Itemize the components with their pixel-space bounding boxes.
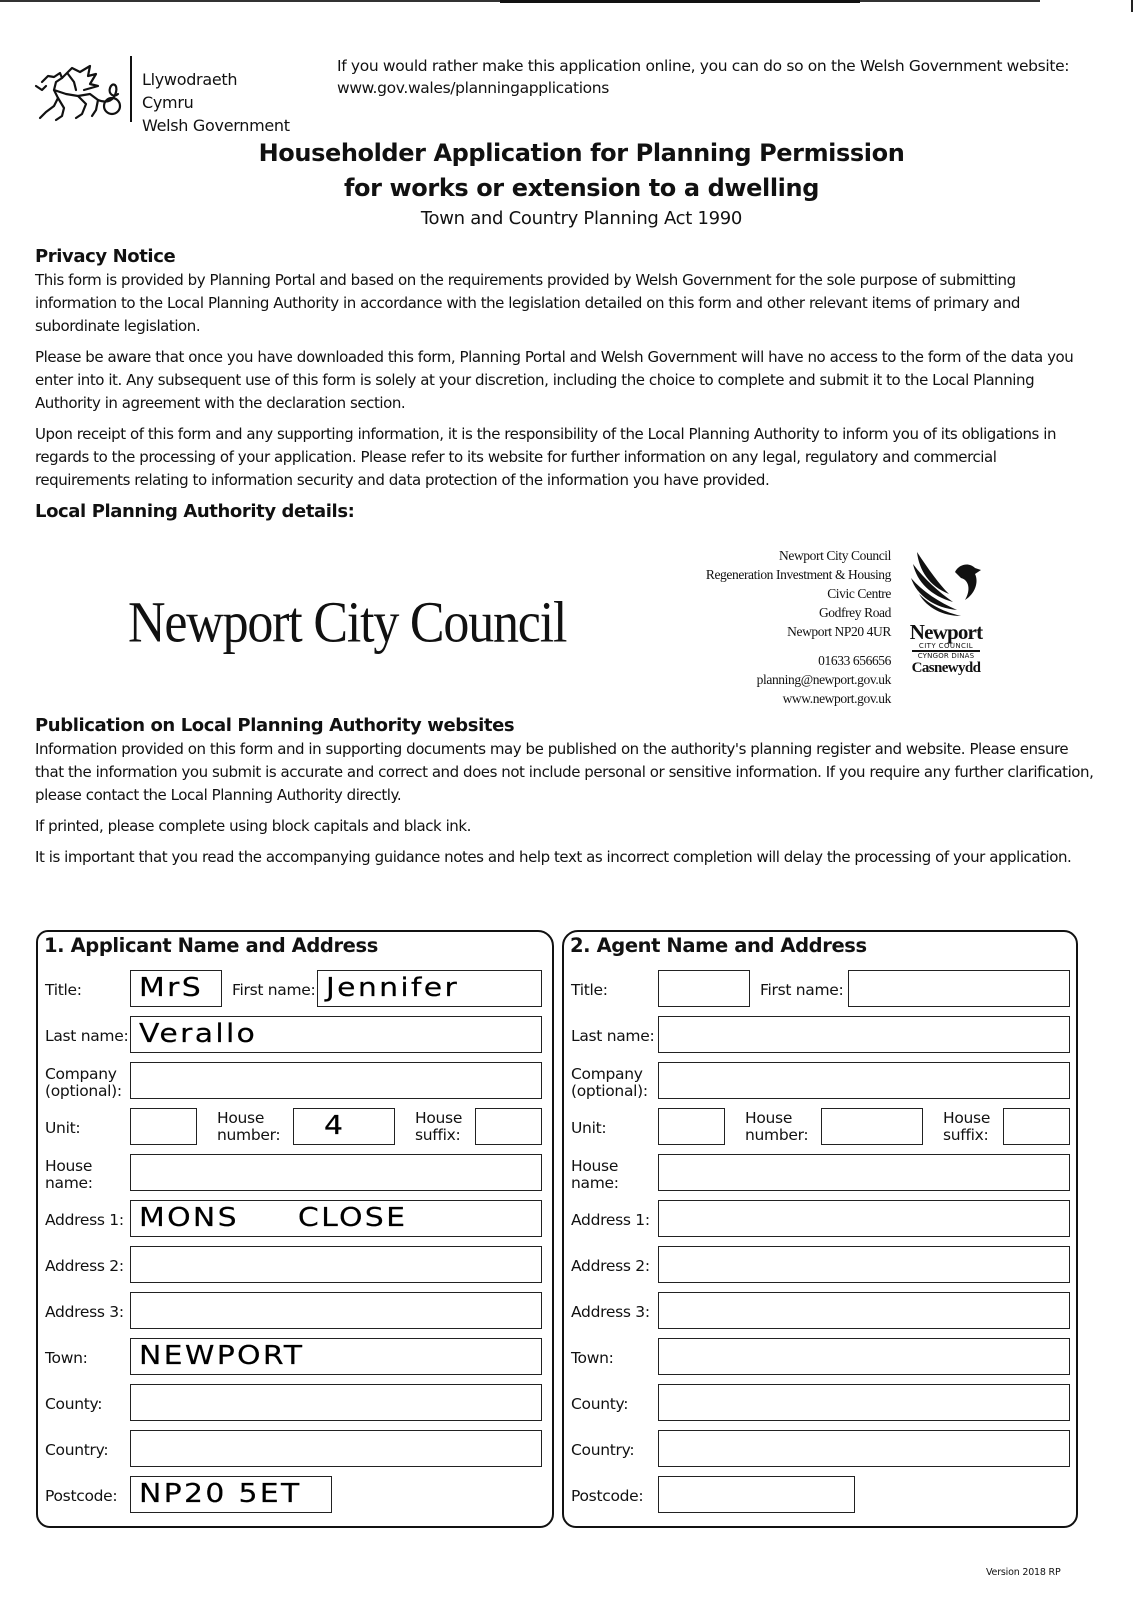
address3-label: Address 3: (571, 1303, 650, 1321)
postcode-label: Postcode: (571, 1487, 644, 1505)
agent-first-name-field[interactable] (848, 970, 1070, 1007)
agent-country-row (571, 1430, 1070, 1468)
applicant-country-field[interactable] (130, 1430, 542, 1467)
privacy-notice (35, 245, 1095, 524)
agent-postcode-row (571, 1476, 1070, 1514)
applicant-last-name-row (45, 1016, 546, 1054)
agent-county-field[interactable] (658, 1384, 1070, 1421)
lpa-name-large: Newport City Council (128, 591, 567, 655)
agent-address3-field[interactable] (658, 1292, 1070, 1329)
logo-welsh-name: Llywodraeth Cymru (142, 70, 238, 112)
unit-label: Unit: (45, 1119, 81, 1137)
applicant-title-value: MrS (139, 973, 203, 1003)
online-note-text: If you would rather make this application online, you can do so on the Welsh Government website: (337, 57, 1070, 75)
last-name-label: Last name: (45, 1027, 129, 1045)
applicant-title-field[interactable] (130, 970, 222, 1007)
logo-text (142, 68, 292, 137)
unit-label: Unit: (571, 1119, 607, 1137)
online-application-link[interactable]: www.gov.wales/planningapplications (337, 79, 610, 97)
house-name-label: House name: (571, 1157, 619, 1192)
agent-postcode-field[interactable] (658, 1476, 855, 1513)
publication-paragraph: It is important that you read the accompanying guidance notes and help text as incorrect completion will delay the processing of your application. (35, 848, 1072, 866)
county-label: County: (45, 1395, 103, 1413)
applicant-title-row (45, 970, 546, 1008)
welsh-dragon-icon (32, 60, 124, 124)
country-label: Country: (45, 1441, 109, 1459)
lpa-email[interactable]: planning@newport.gov.uk (756, 672, 891, 687)
agent-address1-field[interactable] (658, 1200, 1070, 1237)
applicant-house-name-row (45, 1154, 546, 1192)
agent-county-row (571, 1384, 1070, 1422)
applicant-address3-field[interactable] (130, 1292, 542, 1329)
lpa-address-line: Regeneration Investment & Housing (705, 567, 891, 582)
postcode-label: Postcode: (45, 1487, 118, 1505)
lpa-address-line: Newport City Council (779, 548, 891, 563)
lpa-address-line: Civic Centre (827, 586, 891, 601)
country-label: Country: (571, 1441, 635, 1459)
agent-house-number-field[interactable] (821, 1108, 923, 1145)
applicant-house-name-field[interactable] (130, 1154, 542, 1191)
applicant-house-suffix-field[interactable] (475, 1108, 542, 1145)
publication-heading: Publication on Local Planning Authority websites (35, 715, 515, 736)
applicant-county-field[interactable] (130, 1384, 542, 1421)
applicant-first-name-value: Jennifer (326, 973, 460, 1003)
logo-divider (130, 56, 132, 122)
privacy-paragraph: Please be aware that once you have downloaded this form, Planning Portal and Welsh Government will have no access to the form of the data you enter into it. Any subsequent use of this form is solely at your discretion, including the choice to complete and submit it to the Local Planning Authority in agreement with the declaration section. (35, 348, 1074, 412)
address1-label: Address 1: (45, 1211, 124, 1229)
agent-heading: 2. Agent Name and Address (570, 934, 867, 957)
applicant-town-row (45, 1338, 546, 1376)
applicant-panel (36, 930, 554, 1528)
privacy-heading: Privacy Notice (35, 246, 176, 267)
online-application-note (337, 55, 1069, 99)
applicant-address3-row (45, 1292, 546, 1330)
house-number-label: House number: (217, 1109, 281, 1144)
agent-company-row (571, 1062, 1070, 1100)
applicant-last-name-value: Verallo (139, 1019, 258, 1049)
applicant-postcode-row (45, 1476, 546, 1514)
lpa-heading: Local Planning Authority details: (35, 501, 355, 522)
town-label: Town: (45, 1349, 88, 1367)
agent-panel (562, 930, 1078, 1528)
agent-unit-row (571, 1108, 1070, 1146)
publication-paragraph: If printed, please complete using block capitals and black ink. (35, 817, 471, 835)
lpa-address-line: Godfrey Road (818, 605, 891, 620)
last-name-label: Last name: (571, 1027, 655, 1045)
agent-town-field[interactable] (658, 1338, 1070, 1375)
town-label: Town: (571, 1349, 614, 1367)
privacy-paragraph: This form is provided by Planning Portal and based on the requirements provided by Welsh Government for the sole purpose of submitting information to the Local Planning Authority in accordance with the legislation detailed on this form and other relevant items of primary and subordinate legislation. (35, 271, 1020, 335)
applicant-country-row (45, 1430, 546, 1468)
agent-title-row (571, 970, 1070, 1008)
applicant-company-field[interactable] (130, 1062, 542, 1099)
form-title-block (0, 136, 1133, 232)
address2-label: Address 2: (45, 1257, 124, 1275)
agent-address1-row (571, 1200, 1070, 1238)
house-number-label: House number: (745, 1109, 809, 1144)
newport-griffin-icon (909, 550, 983, 622)
house-name-label: House name: (45, 1157, 93, 1192)
house-suffix-label: House suffix: (415, 1109, 463, 1144)
county-label: County: (571, 1395, 629, 1413)
title-label: Title: (45, 981, 82, 999)
company-label: Company (optional): (571, 1065, 648, 1100)
newport-council-logo (906, 550, 986, 690)
applicant-unit-row (45, 1108, 546, 1146)
first-name-label: First name: (760, 981, 844, 999)
logo-casnewydd-text: Casnewydd (911, 660, 981, 676)
applicant-last-name-field[interactable] (130, 1016, 542, 1053)
house-suffix-label: House suffix: (943, 1109, 991, 1144)
applicant-heading: 1. Applicant Name and Address (44, 934, 378, 957)
lpa-address-block (706, 546, 891, 708)
welsh-government-logo (32, 56, 292, 135)
logo-city-council-text: CITY COUNCIL (912, 642, 980, 652)
agent-address2-row (571, 1246, 1070, 1284)
applicant-address1-field[interactable] (130, 1200, 542, 1237)
form-subtitle: Town and Country Planning Act 1990 (420, 208, 743, 229)
applicant-address2-field[interactable] (130, 1246, 542, 1283)
form-title-line1: Householder Application for Planning Permission (258, 139, 905, 167)
lpa-address-line: Newport NP20 4UR (787, 624, 891, 639)
agent-house-name-row (571, 1154, 1070, 1192)
logo-newport-text: Newport (909, 620, 983, 644)
applicant-company-row (45, 1062, 546, 1100)
applicant-first-name-field[interactable] (317, 970, 542, 1007)
agent-company-field[interactable] (658, 1062, 1070, 1099)
agent-last-name-row (571, 1016, 1070, 1054)
publication-section (35, 714, 1095, 877)
agent-house-name-field[interactable] (658, 1154, 1070, 1191)
address2-label: Address 2: (571, 1257, 650, 1275)
agent-address2-field[interactable] (658, 1246, 1070, 1283)
privacy-paragraph: Upon receipt of this form and any supporting information, it is the responsibility of the Local Planning Authority to inform you of its obligations in regards to the processing of your application. Please refer to its website for further information on any legal, regulatory and commercial requirements relating to information security and data protection of the information you have provided. (35, 425, 1057, 489)
agent-town-row (571, 1338, 1070, 1376)
applicant-town-value: NEWPORT (139, 1341, 305, 1371)
agent-title-field[interactable] (658, 970, 750, 1007)
applicant-postcode-value: NP20 5ET (139, 1479, 302, 1509)
company-label: Company (optional): (45, 1065, 122, 1100)
agent-last-name-field[interactable] (658, 1016, 1070, 1053)
applicant-house-number-value: 4 (324, 1111, 346, 1141)
applicant-county-row (45, 1384, 546, 1422)
lpa-website[interactable]: www.newport.gov.uk (782, 691, 891, 706)
applicant-house-number-field[interactable] (293, 1108, 395, 1145)
title-label: Title: (571, 981, 608, 999)
agent-unit-field[interactable] (658, 1108, 725, 1145)
address1-label: Address 1: (571, 1211, 650, 1229)
logo-english-name: Welsh Government (142, 116, 290, 135)
agent-address3-row (571, 1292, 1070, 1330)
applicant-address1-value: MONS CLOSE (139, 1203, 408, 1233)
form-title-line2: for works or extension to a dwelling (344, 174, 819, 202)
agent-house-suffix-field[interactable] (1003, 1108, 1070, 1145)
lpa-phone: 01633 656656 (818, 653, 891, 668)
publication-paragraph: Information provided on this form and in supporting documents may be published on the authority's planning register and website. Please ensure that the information you submit is accurate and correct and does not include personal or sensitive information. If you require any further clarification, please contact the Local Planning Authority directly. (35, 740, 1094, 804)
applicant-unit-field[interactable] (130, 1108, 197, 1145)
applicant-address1-row (45, 1200, 546, 1238)
applicant-town-field[interactable] (130, 1338, 542, 1375)
address3-label: Address 3: (45, 1303, 124, 1321)
version-label: Version 2018 RP (986, 1567, 1061, 1578)
agent-country-field[interactable] (658, 1430, 1070, 1467)
applicant-postcode-field[interactable] (130, 1476, 332, 1513)
first-name-label: First name: (232, 981, 316, 999)
scan-edge-line (500, 0, 860, 3)
applicant-address2-row (45, 1246, 546, 1284)
logo-cyngor-text: CYNGOR DINAS (917, 652, 975, 660)
